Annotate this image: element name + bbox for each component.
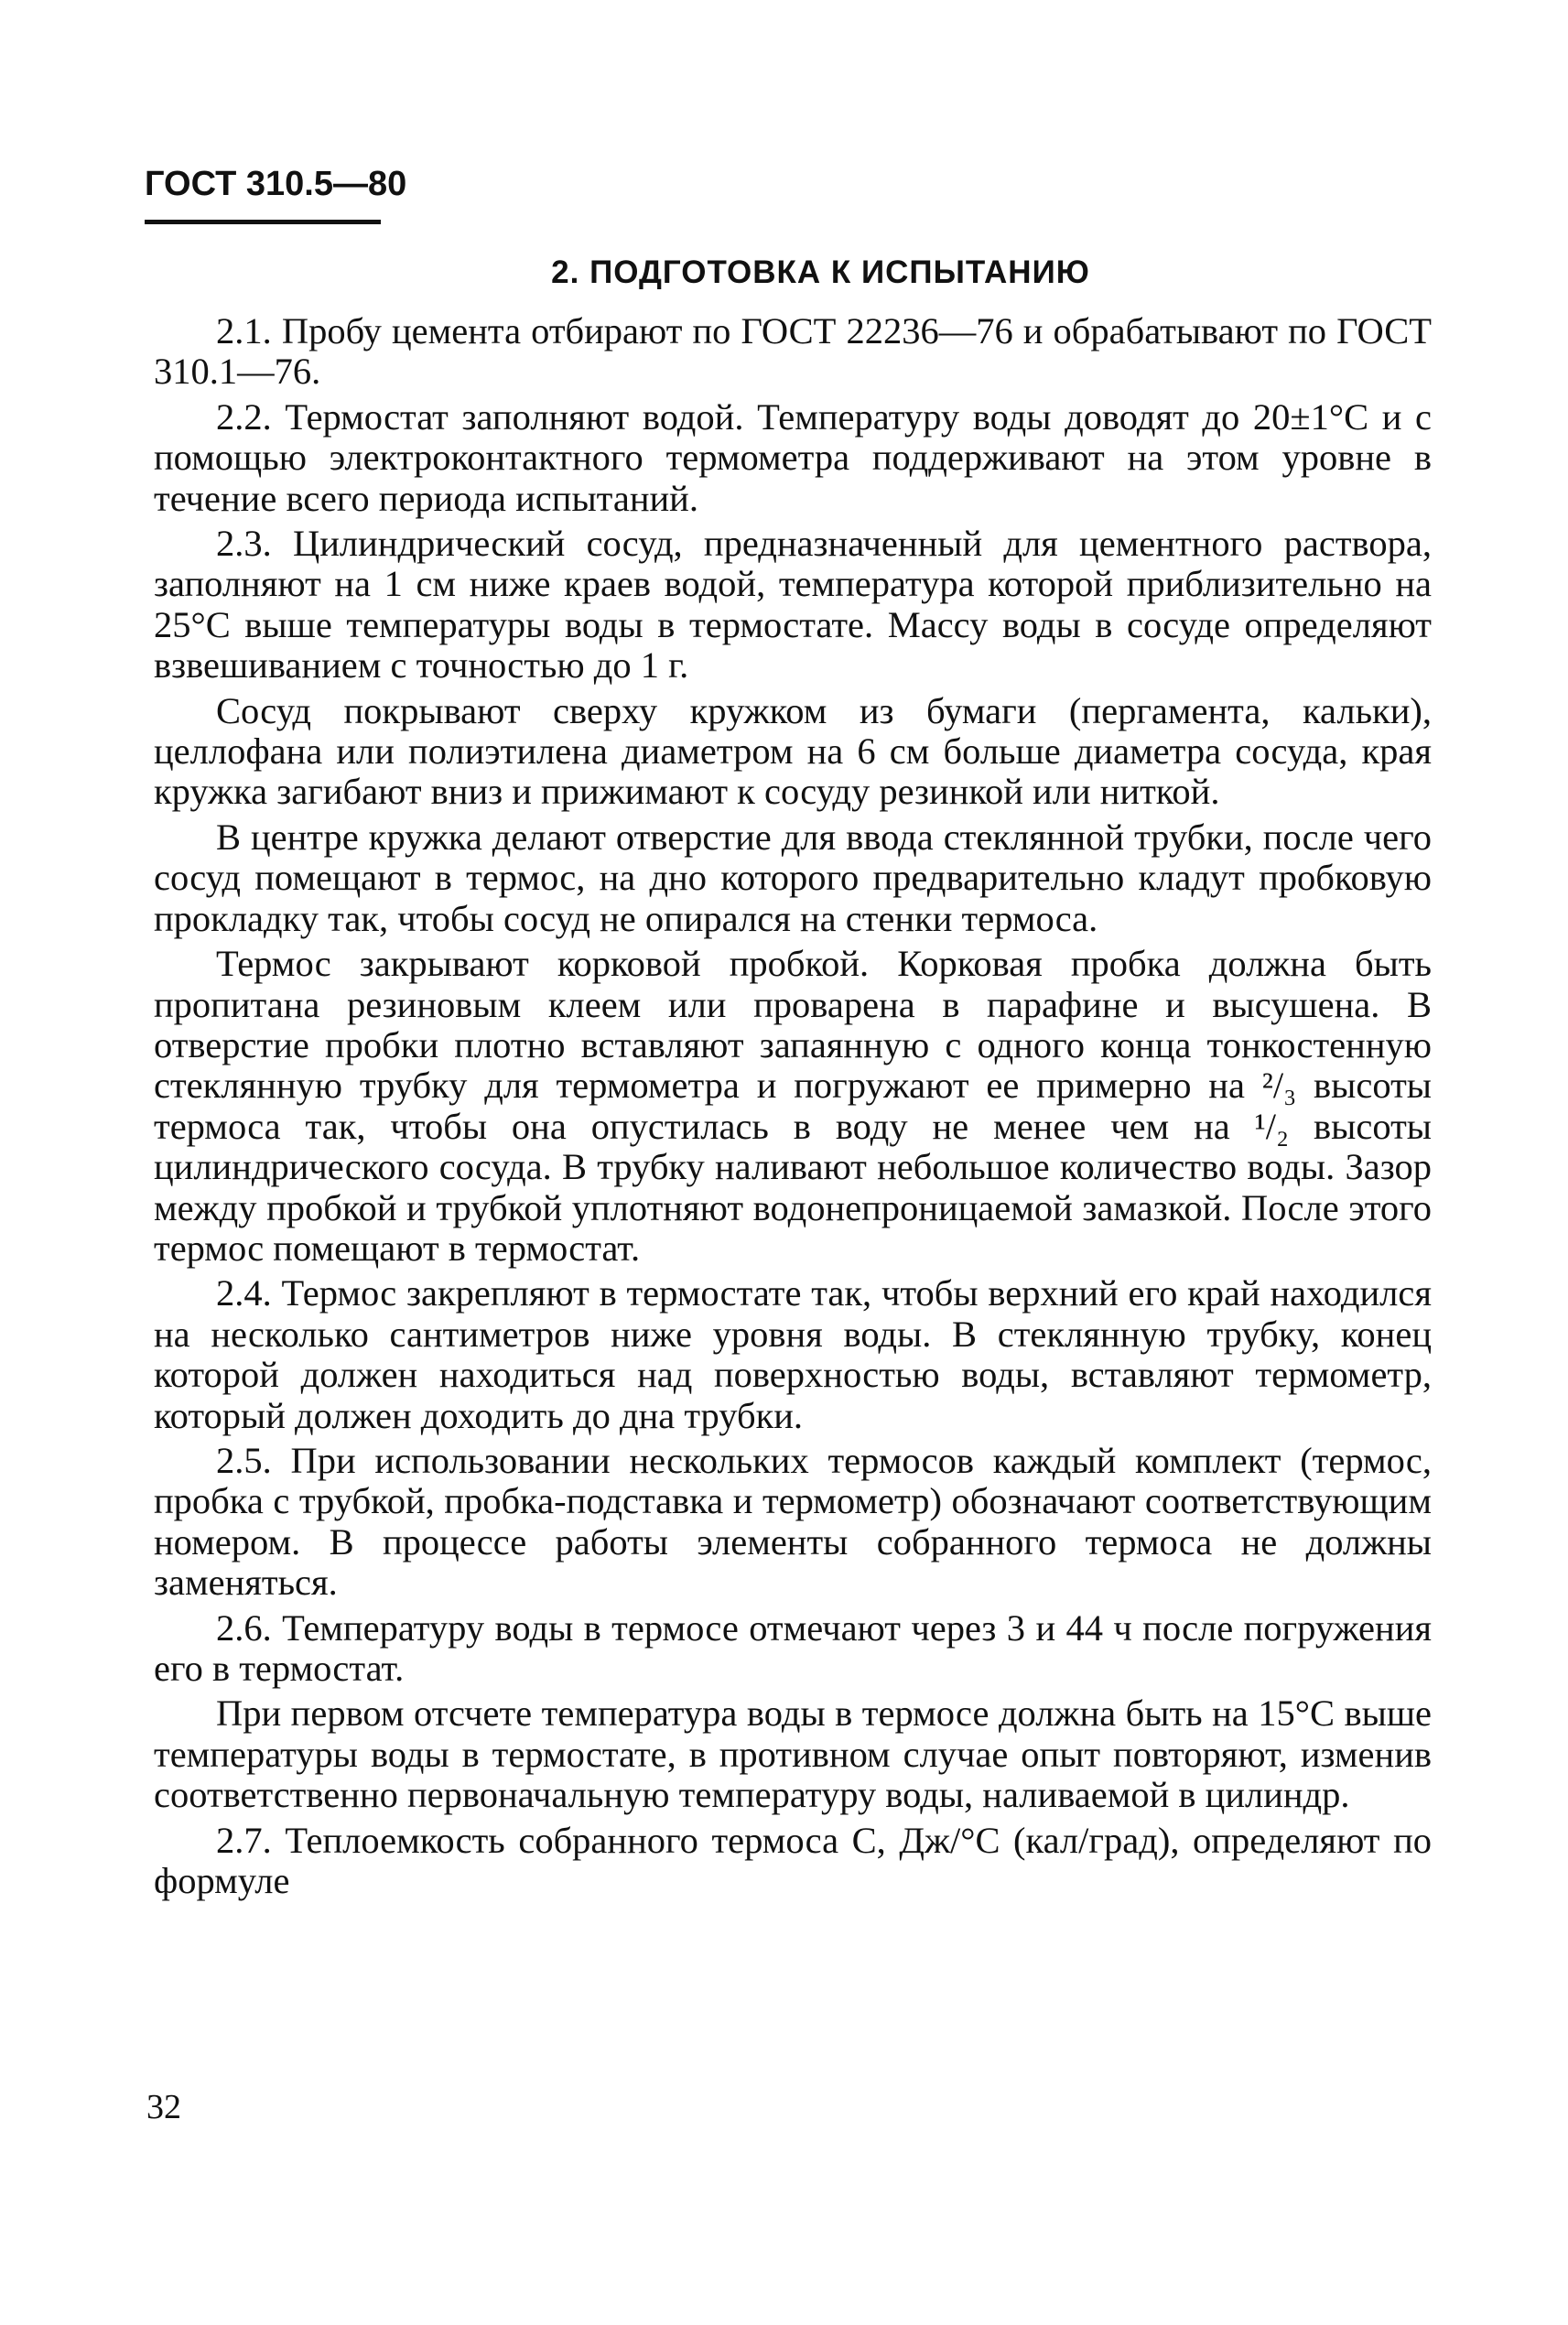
document-code-header: ГОСТ 310.5—80 [145, 165, 407, 203]
page-number: 32 [146, 2088, 181, 2126]
paragraph-2-6: 2.6. Температуру воды в термосе отмечают через 3 и 44 ч после погружения его в термостат. [154, 1606, 1432, 1689]
paragraph-2-1: 2.1. Пробу цемента отбирают по ГОСТ 22236—76 и обрабатывают по ГОСТ 310.1—76. [154, 310, 1432, 393]
paragraph-2-3: 2.3. Цилиндрический сосуд, предназначенный для цементного раствора, заполняют на 1 см ниже краев водой, температура которой приблизительно на 25°С выше температуры воды в термостате. Массу воды в сосуде определяют взвешиванием с точностью до 1 г. [154, 523, 1432, 687]
paragraph-hole: В центре кружка делают отверстие для ввода стеклянной трубки, после чего сосуд помещают в термос, на дно которого предварительно кладут пробковую прокладку так, чтобы сосуд не опирался на стенки термоса. [154, 816, 1432, 939]
paragraph-2-4: 2.4. Термос закрепляют в термостате так, чтобы верхний его край находился на несколько сантиметров ниже уровня воды. В стеклянную трубку, конец которой должен находиться над поверхностью воды, вставляют термометр, который должен доходить до дна трубки. [154, 1272, 1432, 1436]
paragraph-2-7: 2.7. Теплоемкость собранного термоса С, Дж/°С (кал/град), определяют по формуле [154, 1819, 1432, 1902]
paragraph-cover: Сосуд покрывают сверху кружком из бумаги (пергамента, кальки), целлофана или полиэтилена диаметром на 6 см больше диаметра сосуда, края кружка загибают вниз и прижимают к сосуду резинкой или ниткой. [154, 689, 1432, 813]
paragraph-cork: Термос закрывают корковой пробкой. Корковая пробка должна быть пропитана резиновым клеем или проварена в парафине и высушена. В отверстие пробки плотно вставляют запаянную с одного конца тонкостенную стеклянную трубку для термометра и погружают ее примерно на ²/₃ высоты термоса так, чтобы она опустилась в воду не менее чем на ¹/₂ высоты цилиндрического сосуда. В трубку наливают небольшое количество воды. Зазор между пробкой и трубкой уплотняют водонепроницаемой замазкой. После этого термос помещают в термостат. [154, 943, 1432, 1269]
body-text [154, 311, 1432, 1906]
paragraph-2-2: 2.2. Термостат заполняют водой. Температуру воды доводят до 20±1°С и с помощью электроконтактного термометра поддерживают на этом уровне в течение всего периода испытаний. [154, 395, 1432, 519]
paragraph-2-5: 2.5. При использовании нескольких термосов каждый комплект (термос, пробка с трубкой, пробка-подставка и термометр) обозначают соответствующим номером. В процессе работы элементы собранного термоса не должны заменяться. [154, 1439, 1432, 1604]
paragraph-first-reading: При первом отсчете температура воды в термосе должна быть на 15°С выше температуры воды в термостате, в противном случае опыт повторяют, изменив соответственно первоначальную температуру воды, наливаемой в цилиндр. [154, 1692, 1432, 1816]
header-underline [145, 220, 381, 224]
section-title: 2. ПОДГОТОВКА К ИСПЫТАНИЮ [551, 254, 1090, 290]
